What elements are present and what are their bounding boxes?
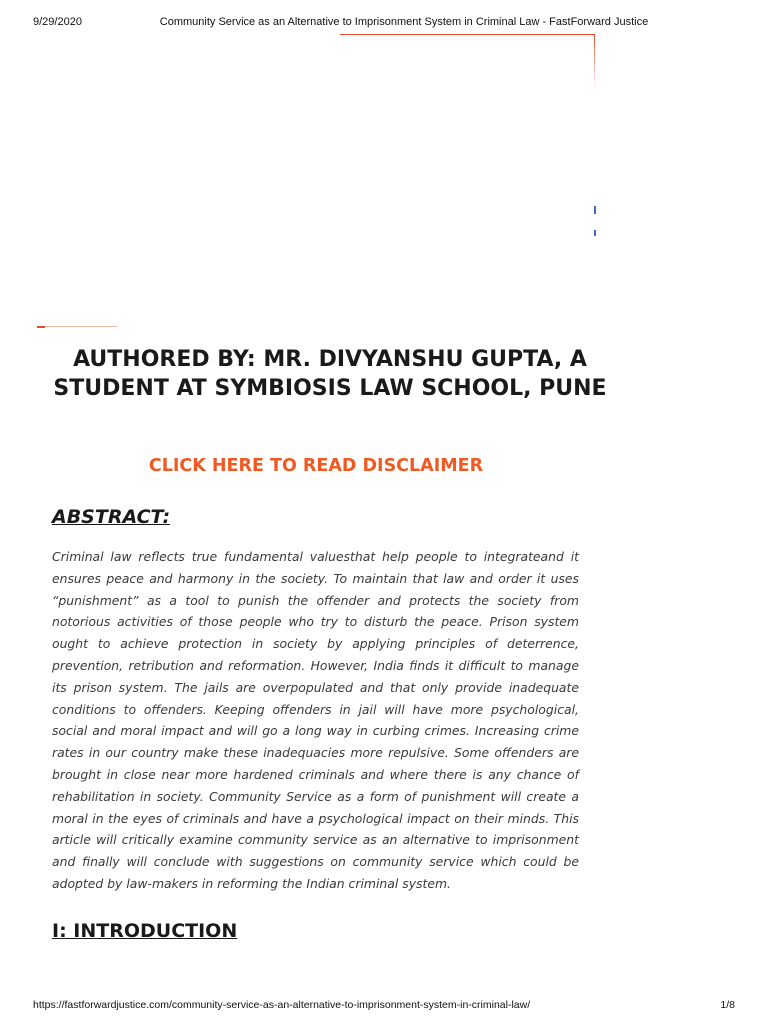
introduction-heading: I: INTRODUCTION	[52, 920, 238, 942]
print-page-title: Community Service as an Alternative to Imprisonment System in Criminal Law - FastForward Justice	[159, 16, 649, 28]
author-heading: AUTHORED BY: MR. DIVYANSHU GUPTA, A STUDENT AT SYMBIOSIS LAW SCHOOL, PUNE	[53, 347, 607, 401]
ad-frame-top	[340, 34, 595, 35]
abstract-heading: ABSTRACT:	[52, 506, 171, 528]
print-page-number: 1/8	[720, 999, 735, 1011]
abstract-text: Criminal law reflects true fundamental valuesthat help people to integrateand it ensures peace and harmony in the society. To maintain that law and order it uses “punishment” as a tool to punish the offender and protects the society from notorious activities of those people who try to disturb the peace. Prison system ought to achieve protection in society by applying principles of deterrence, prevention, retribution and reformation. However, India finds it difficult to manage its prison system. The jails are overpopulated and that only provide inadequate conditions to offenders. Keeping offenders in jail will have more psychological, social and moral impact and will go a long way in curbing crimes. Increasing crime rates in our country make these inadequacies more repulsive. Some offenders are brought in close near more hardened criminals and where there is any chance of rehabilitation in society. Community Service as a form of punishment will create a moral in the eyes of criminals and have a psychological impact on their minds. This article will critically examine community service as an alternative to imprisonment and finally will conclude with suggestions on community service which could be adopted by law-makers in reforming the Indian criminal system.	[52, 549, 579, 891]
print-url: https://fastforwardjustice.com/community-service-as-an-alternative-to-imprisonment-system-in-criminal-law/	[33, 999, 531, 1011]
ad-frame-marker	[594, 230, 596, 236]
print-footer	[33, 999, 735, 1013]
ad-frame-right	[594, 34, 595, 89]
disclaimer-link[interactable]: CLICK HERE TO READ DISCLAIMER	[148, 456, 484, 476]
print-date: 9/29/2020	[33, 16, 82, 28]
ad-frame-bottom-accent	[37, 326, 45, 328]
ad-frame-bottom	[37, 326, 117, 327]
ad-frame-marker	[594, 206, 596, 214]
print-header	[33, 16, 735, 30]
